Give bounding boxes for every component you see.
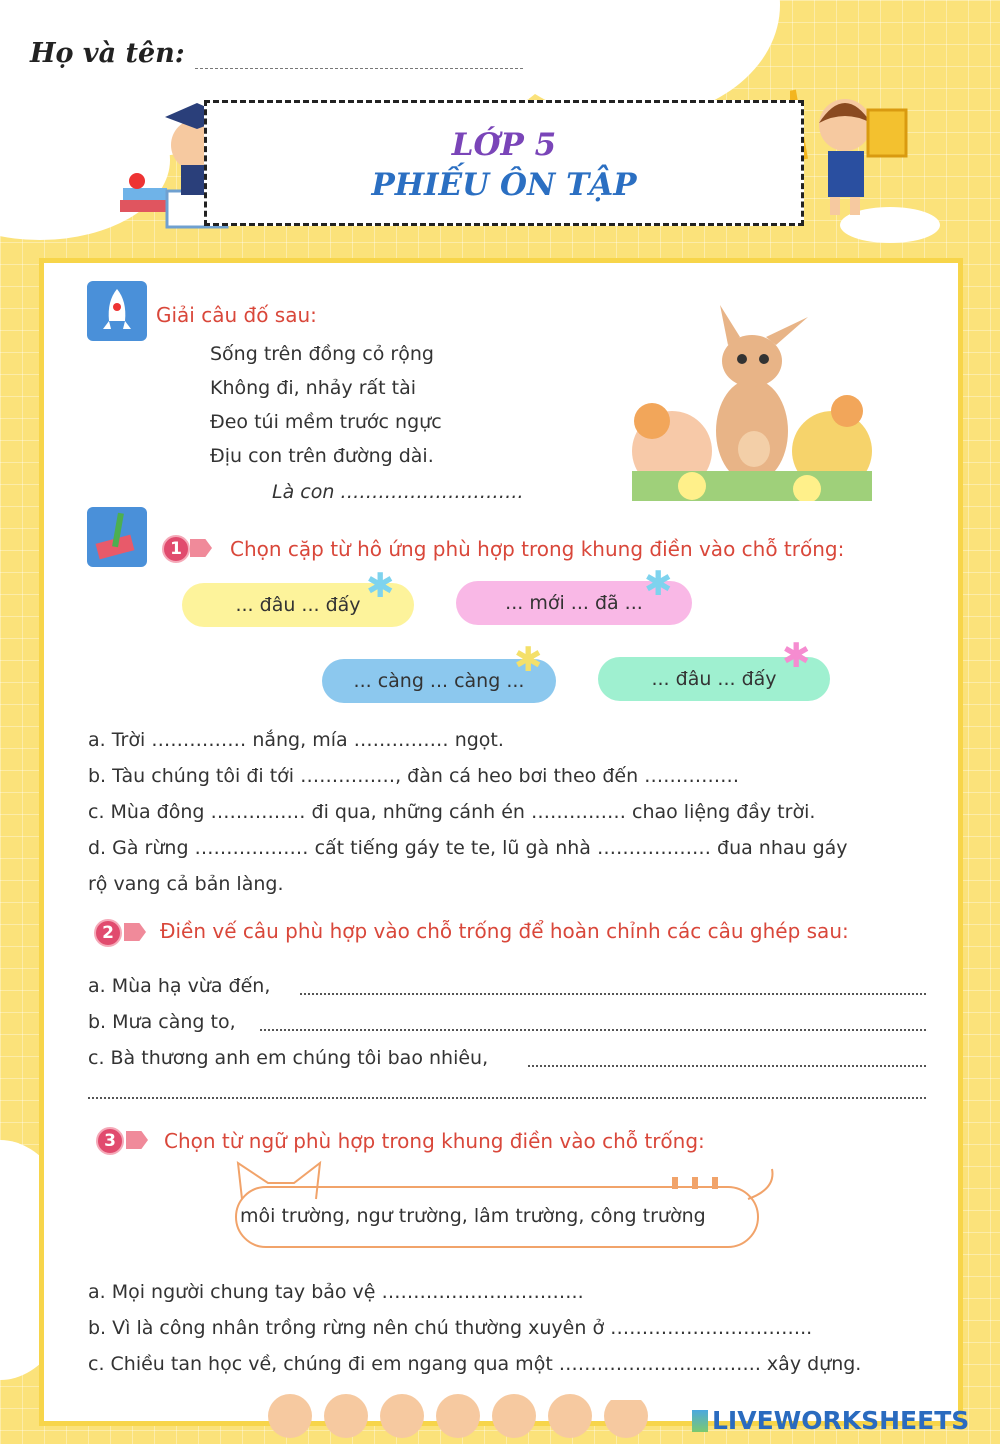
splash-icon: ✱ <box>514 640 543 680</box>
riddle-line: Địu con trên đường dài. <box>210 445 434 467</box>
exercise-item[interactable]: b. Tàu chúng tôi đi tới ……………, đàn cá heo bơi theo đến …………… <box>88 765 740 787</box>
option-chip: ... càng ... càng ... <box>322 659 556 703</box>
answer-line[interactable] <box>528 1065 926 1067</box>
name-input[interactable] <box>195 38 523 69</box>
kangaroo-illustration <box>632 301 872 501</box>
liveworksheets-logo <box>692 1406 969 1435</box>
exercise-item: c. Bà thương anh em chúng tôi bao nhiêu, <box>88 1047 489 1069</box>
exercise-item[interactable]: d. Gà rừng ……………… cất tiếng gáy te te, lũ gà nhà ……………… đua nhau gáy <box>88 837 848 859</box>
flag-icon <box>126 1131 148 1149</box>
answer-line[interactable] <box>300 993 926 995</box>
splash-icon: ✱ <box>644 564 673 604</box>
riddle-answer-field[interactable]: Là con ……………………….. <box>272 481 524 503</box>
exercise-item: b. Mưa càng to, <box>88 1011 236 1033</box>
name-row <box>30 38 523 69</box>
kids-faces-decoration <box>262 1380 662 1444</box>
exercise-item[interactable]: c. Mùa đông …………… đi qua, những cánh én …………… chao liệng đầy trời. <box>88 801 816 823</box>
exercise-item: a. Mùa hạ vừa đến, <box>88 975 271 997</box>
flag-icon <box>190 539 212 557</box>
flag-icon <box>124 923 146 941</box>
answer-line[interactable] <box>88 1097 926 1099</box>
riddle-line: Đeo túi mềm trước ngực <box>210 411 442 433</box>
option-chip: ... đâu ... đấy <box>182 583 414 627</box>
option-chip: ... đâu ... đấy <box>598 657 830 701</box>
exercise-item[interactable]: a. Trời …………… nắng, mía …………… ngọt. <box>88 729 504 751</box>
worksheet-body <box>39 258 963 1426</box>
exercise-number-badge: 1 <box>162 535 190 563</box>
notebook-pencil-icon <box>87 507 147 567</box>
name-label: Họ và tên: <box>30 38 185 69</box>
word-bank: môi trường, ngư trường, lâm trường, công trường <box>240 1205 706 1227</box>
exercise-instruction: Chọn từ ngữ phù hợp trong khung điền vào chỗ trống: <box>164 1129 705 1153</box>
exercise-number-badge: 2 <box>94 919 122 947</box>
rocket-icon <box>87 281 147 341</box>
splash-icon: ✱ <box>782 636 811 676</box>
student-girl-illustration <box>790 85 940 245</box>
worksheet-header <box>204 100 804 226</box>
option-chip: ... mới ... đã ... <box>456 581 692 625</box>
answer-line[interactable] <box>260 1029 926 1031</box>
exercise-number-badge: 3 <box>96 1127 124 1155</box>
brand-name: LIVEWORKSHEETS <box>712 1406 970 1435</box>
exercise-item[interactable]: c. Chiều tan học về, chúng đi em ngang qua một ………………………….. xây dựng. <box>88 1353 862 1375</box>
exercise-instruction: Chọn cặp từ hô ứng phù hợp trong khung điền vào chỗ trống: <box>230 537 845 561</box>
riddle-line: Sống trên đồng cỏ rộng <box>210 343 434 365</box>
exercise-item-continuation: rộ vang cả bản làng. <box>88 873 284 895</box>
worksheet-title: PHIẾU ÔN TẬP <box>371 167 637 203</box>
exercise-instruction: Điền vế câu phù hợp vào chỗ trống để hoàn chỉnh các câu ghép sau: <box>160 919 849 943</box>
logo-icon <box>692 1410 708 1432</box>
riddle-heading: Giải câu đố sau: <box>156 303 317 327</box>
riddle-line: Không đi, nhảy rất tài <box>210 377 417 399</box>
exercise-item[interactable]: a. Mọi người chung tay bảo vệ ………………………….. <box>88 1281 584 1303</box>
exercise-item[interactable]: b. Vì là công nhân trồng rừng nên chú thường xuyên ở ………………………….. <box>88 1317 813 1339</box>
grade-title: LỚP 5 <box>451 127 557 163</box>
splash-icon: ✱ <box>366 566 395 606</box>
